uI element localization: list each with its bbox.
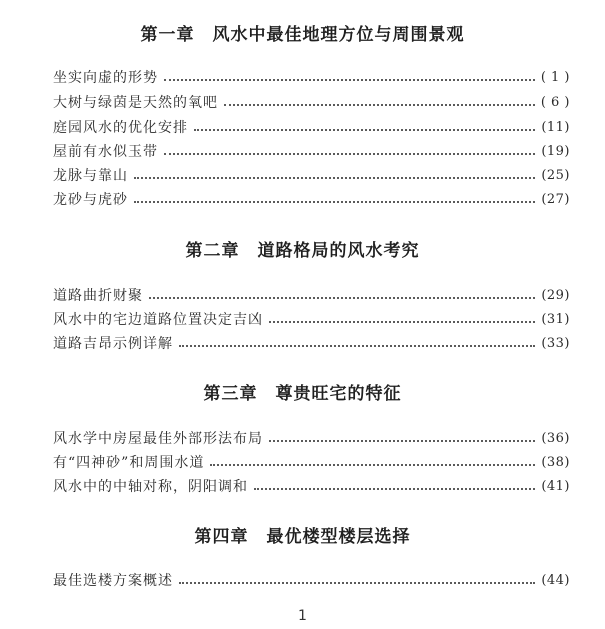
toc-entry-title: 最佳选楼方案概述 bbox=[53, 573, 173, 589]
dot-leader bbox=[179, 344, 535, 347]
toc-entry-page: (11) bbox=[541, 119, 570, 135]
toc-entry-page: (27) bbox=[541, 191, 570, 207]
toc-entry-title: 龙脉与靠山 bbox=[53, 168, 128, 184]
toc-entry[interactable] bbox=[53, 117, 570, 137]
toc-entry-title: 道路曲折财聚 bbox=[53, 288, 143, 304]
dot-leader bbox=[164, 152, 535, 155]
dot-leader bbox=[134, 176, 535, 179]
toc-entry[interactable] bbox=[53, 165, 570, 185]
toc-entry-page: ( 1 ) bbox=[540, 69, 570, 85]
toc-entry[interactable] bbox=[53, 189, 570, 209]
toc-entry[interactable] bbox=[53, 428, 570, 448]
toc-entry[interactable] bbox=[53, 309, 570, 329]
chapter-2-heading: 第二章 道路格局的风水考究 bbox=[185, 241, 420, 261]
toc-entry[interactable] bbox=[53, 92, 570, 112]
dot-leader bbox=[254, 487, 535, 490]
toc-entry-page: (44) bbox=[541, 572, 570, 588]
toc-entry-page: (33) bbox=[541, 335, 570, 351]
toc-entry-page: ( 6 ) bbox=[540, 94, 570, 110]
dot-leader bbox=[149, 296, 535, 299]
dot-leader bbox=[164, 78, 535, 81]
toc-entry-page: (36) bbox=[541, 430, 570, 446]
toc-entry-title: 屋前有水似玉带 bbox=[53, 144, 158, 160]
dot-leader bbox=[269, 439, 535, 442]
dot-leader bbox=[210, 463, 535, 466]
chapter-4-heading: 第四章 最优楼型楼层选择 bbox=[194, 527, 411, 547]
toc-entry-page: (25) bbox=[541, 167, 570, 183]
toc-entry-page: (41) bbox=[541, 478, 570, 494]
toc-entry[interactable] bbox=[53, 570, 570, 590]
toc-entry[interactable] bbox=[53, 476, 570, 496]
chapter-1-heading: 第一章 风水中最佳地理方位与周围景观 bbox=[140, 25, 465, 45]
chapter-3-heading: 第三章 尊贵旺宅的特征 bbox=[203, 384, 402, 404]
toc-entry-title: 风水中的中轴对称，阴阳调和 bbox=[53, 479, 248, 495]
toc-entry[interactable] bbox=[53, 141, 570, 161]
dot-leader bbox=[194, 128, 535, 131]
toc-entry-title: 庭园风水的优化安排 bbox=[53, 120, 188, 136]
footer-page-number: 1 bbox=[298, 608, 307, 624]
toc-entry-title: 有“四神砂”和周围水道 bbox=[53, 455, 205, 471]
toc-entry-page: (19) bbox=[541, 143, 570, 159]
dot-leader bbox=[269, 320, 535, 323]
toc-entry[interactable] bbox=[53, 333, 570, 353]
toc-entry-page: (38) bbox=[541, 454, 570, 470]
toc-entry[interactable] bbox=[53, 452, 570, 472]
toc-entry-page: (29) bbox=[541, 287, 570, 303]
dot-leader bbox=[134, 200, 535, 203]
toc-entry-title: 龙砂与虎砂 bbox=[53, 192, 128, 208]
toc-entry-title: 风水学中房屋最佳外部形法布局 bbox=[53, 431, 263, 447]
toc-entry-page: (31) bbox=[541, 311, 570, 327]
toc-entry[interactable] bbox=[53, 67, 570, 87]
toc-entry-title: 道路吉昂示例详解 bbox=[53, 336, 173, 352]
toc-entry-title: 风水中的宅边道路位置决定吉凶 bbox=[53, 312, 263, 328]
dot-leader bbox=[224, 103, 535, 106]
toc-entry-title: 大树与绿茵是天然的氧吧 bbox=[53, 95, 218, 111]
dot-leader bbox=[179, 581, 535, 584]
toc-entry-title: 坐实向虚的形势 bbox=[53, 70, 158, 86]
toc-entry[interactable] bbox=[53, 285, 570, 305]
